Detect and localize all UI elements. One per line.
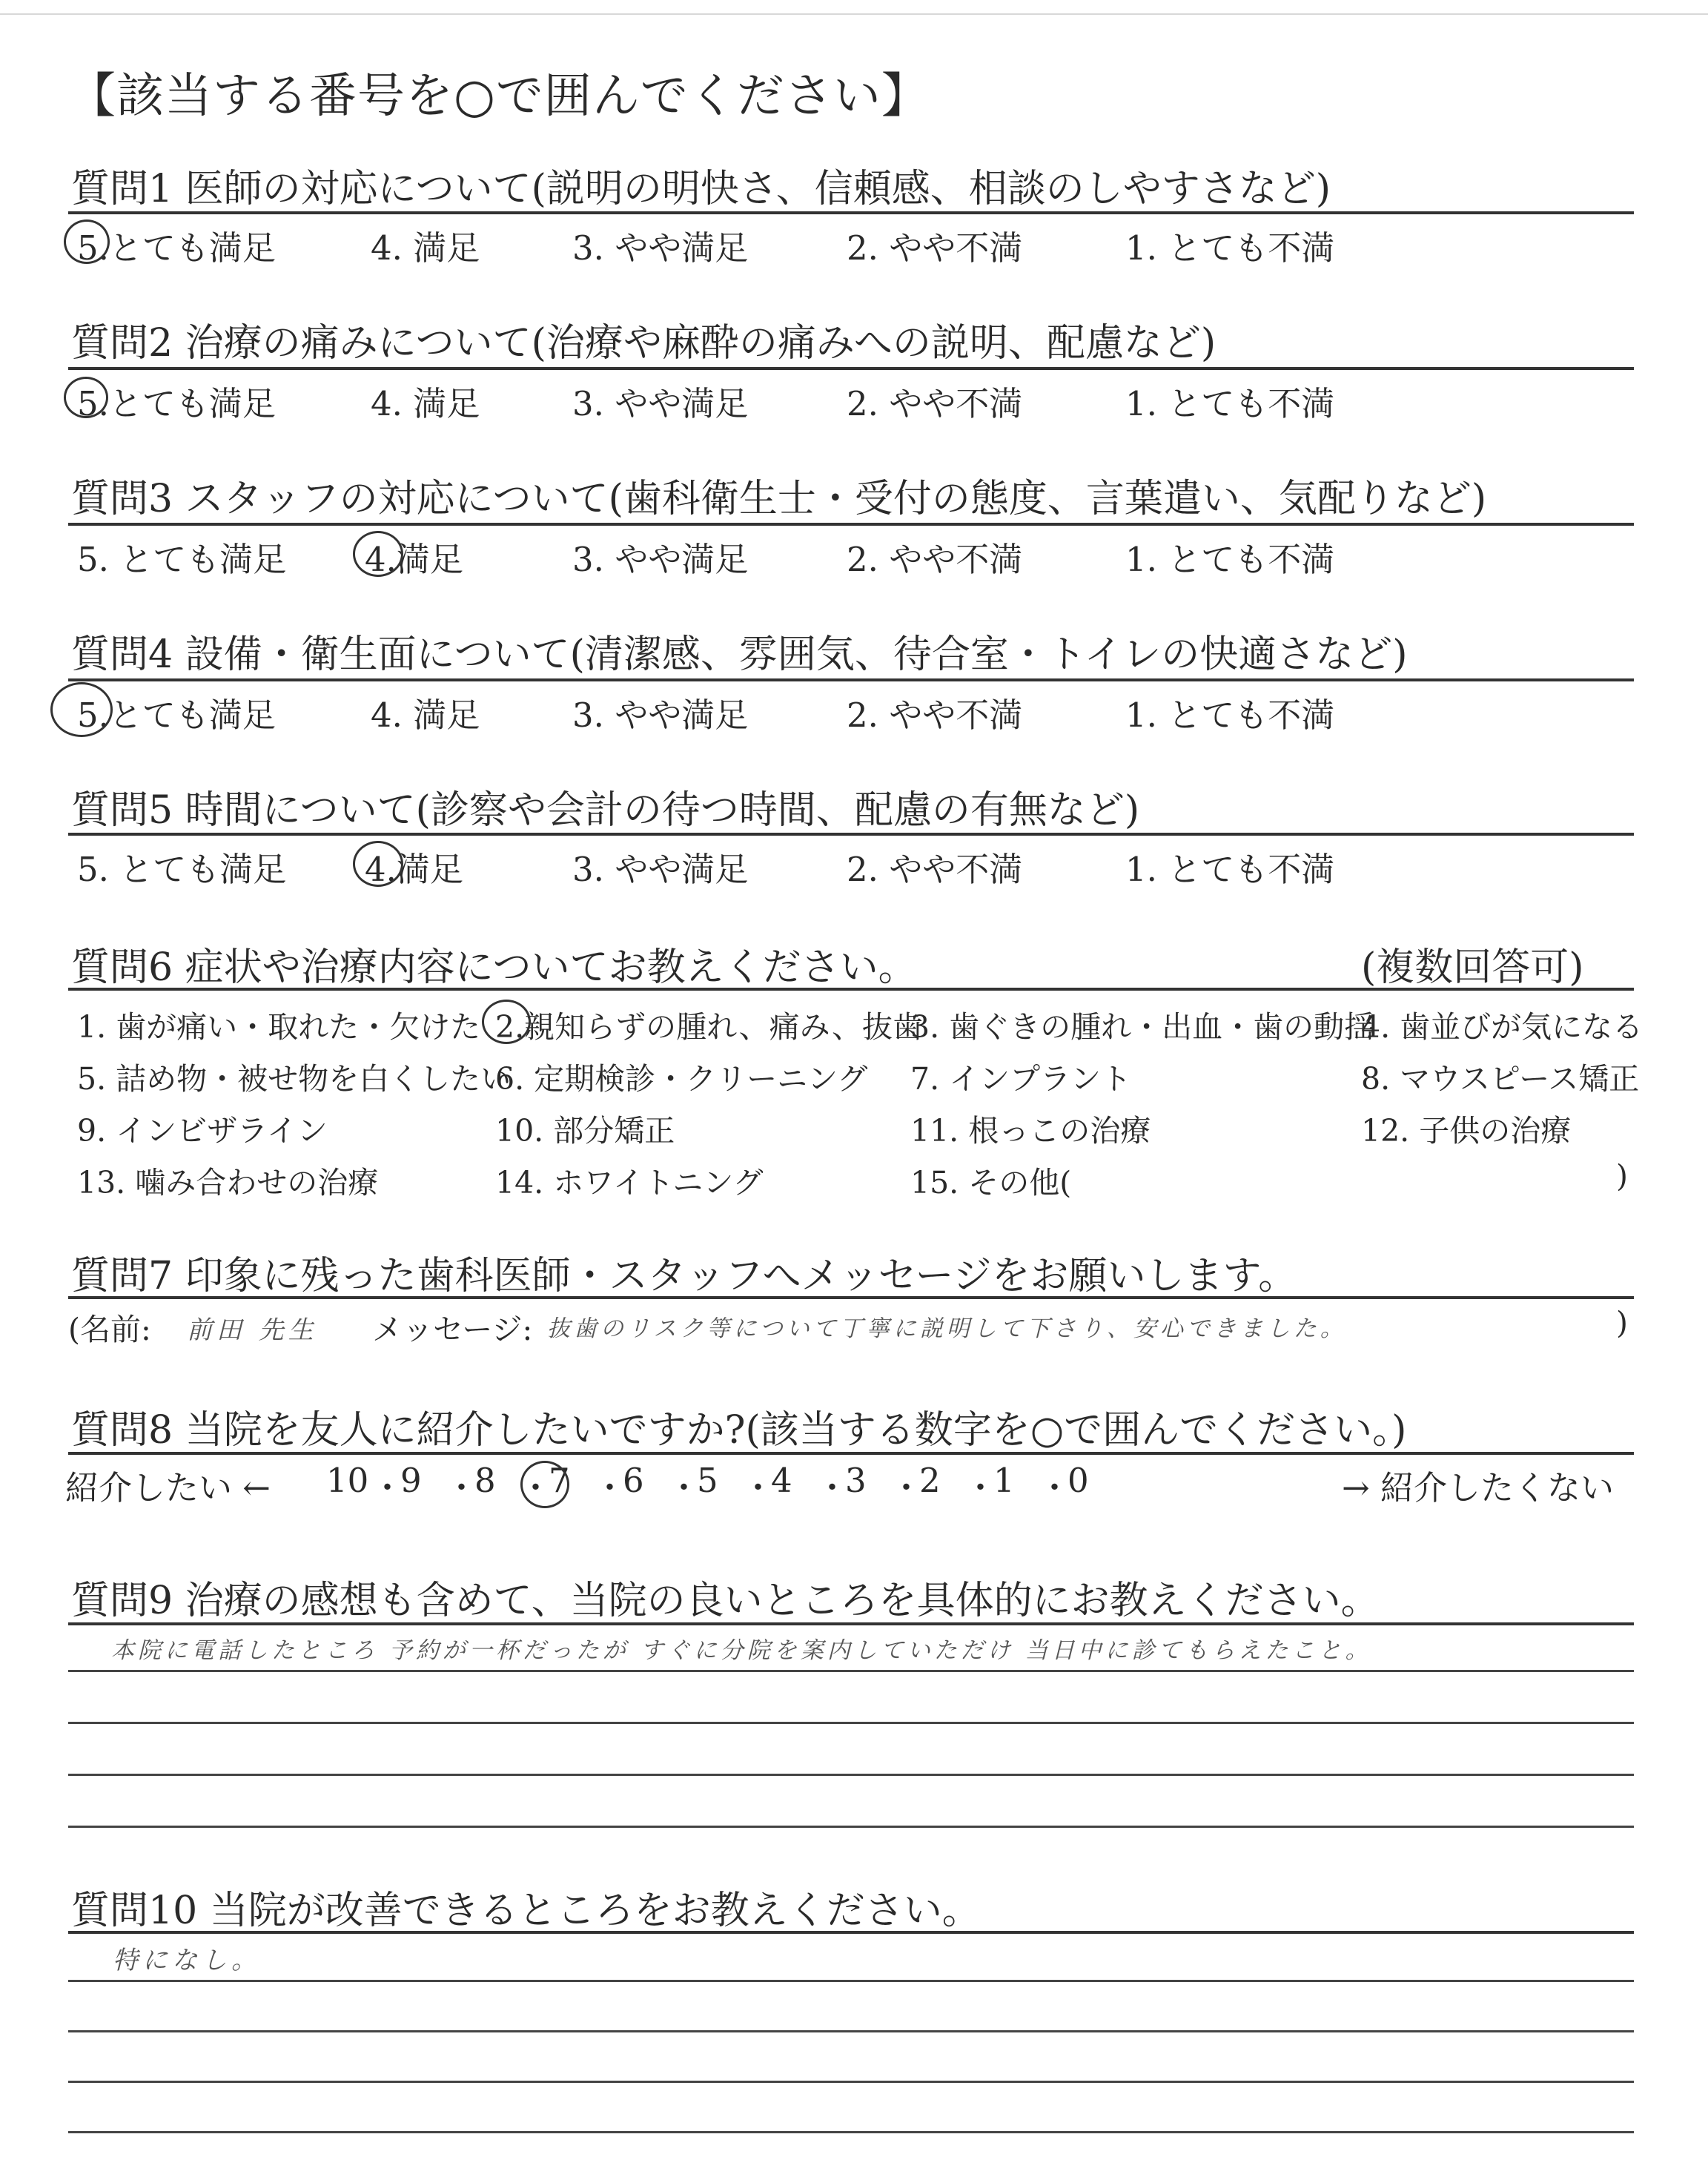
divider <box>68 833 1634 836</box>
q5-option-3[interactable]: 3. やや満足 <box>572 850 749 889</box>
question-3-label: 質問3 スタッフの対応について(歯科衛生士・受付の態度、言葉遣い、気配りなど) <box>71 477 1487 521</box>
q6-item-2[interactable]: 2.親知らずの腫れ、痛み、抜歯 <box>495 1009 924 1045</box>
q5-option-4[interactable]: 4.満足 <box>365 850 463 889</box>
message-label: メッセージ: <box>372 1312 533 1347</box>
answer-line <box>68 1826 1634 1828</box>
answer-line <box>68 1670 1634 1672</box>
question-8-label: 質問8 当院を友人に紹介したいですか?(該当する数字を○で囲んでください。) <box>71 1408 1407 1453</box>
q4-option-5[interactable]: 5.とても満足 <box>77 696 276 735</box>
q6-item-6[interactable]: 6. 定期検診・クリーニング <box>495 1061 868 1097</box>
scale-value-1[interactable]: 1 <box>993 1461 1015 1500</box>
q6-item-13[interactable]: 13. 噛み合わせの治療 <box>77 1165 379 1200</box>
selection-circle <box>64 219 110 264</box>
selection-circle <box>353 531 403 577</box>
q2-option-5[interactable]: 5.とても満足 <box>77 384 276 423</box>
name-label: (名前: <box>68 1312 151 1347</box>
q6-item-3[interactable]: 3. 歯ぐきの腫れ・出血・歯の動揺 <box>910 1009 1375 1045</box>
scale-value-10[interactable]: 10 <box>326 1461 369 1500</box>
q3-option-5[interactable]: 5. とても満足 <box>77 540 287 579</box>
q6-item-4[interactable]: 4. 歯並びが気になる <box>1361 1009 1644 1045</box>
question-10-label: 質問10 当院が改善できるところをお教えください。 <box>71 1889 981 1933</box>
scale-separator: ・ <box>371 1468 405 1507</box>
name-value[interactable]: 前田 先生 <box>187 1315 318 1345</box>
question-1-label: 質問1 医師の対応について(説明の明快さ、信頼感、相談のしやすさなど) <box>71 167 1331 211</box>
answer-line <box>68 2131 1634 2133</box>
q4-option-3[interactable]: 3. やや満足 <box>572 696 749 735</box>
message-close-paren: ) <box>1616 1305 1628 1341</box>
scale-value-5[interactable]: 5 <box>697 1461 718 1500</box>
q6-item-12[interactable]: 12. 子供の治療 <box>1361 1113 1572 1149</box>
scale-separator: ・ <box>890 1468 924 1507</box>
q6-item-1[interactable]: 1. 歯が痛い・取れた・欠けた <box>77 1009 481 1045</box>
multiple-answers-note: (複数回答可) <box>1361 945 1584 990</box>
q6-item-10[interactable]: 10. 部分矯正 <box>495 1113 675 1149</box>
divider <box>68 1622 1634 1625</box>
other-close-paren: ) <box>1616 1158 1628 1194</box>
scale-value-0[interactable]: 0 <box>1068 1461 1089 1500</box>
q2-option-1[interactable]: 1. とても不満 <box>1125 384 1335 423</box>
q4-option-1[interactable]: 1. とても不満 <box>1125 696 1335 735</box>
divider <box>68 211 1634 214</box>
q5-option-2[interactable]: 2. やや不満 <box>847 850 1023 889</box>
divider <box>68 1931 1634 1934</box>
divider <box>68 367 1634 370</box>
q1-option-1[interactable]: 1. とても不満 <box>1125 228 1335 268</box>
scale-value-9[interactable]: 9 <box>400 1461 422 1500</box>
q5-option-5[interactable]: 5. とても満足 <box>77 850 287 889</box>
scale-separator: ・ <box>741 1468 775 1507</box>
selection-circle <box>482 1000 531 1044</box>
q1-option-3[interactable]: 3. やや満足 <box>572 228 749 268</box>
q2-option-3[interactable]: 3. やや満足 <box>572 384 749 423</box>
message-value[interactable]: 抜歯のリスク等について丁寧に説明して下さり、安心できました。 <box>547 1315 1347 1342</box>
answer-line <box>68 1774 1634 1776</box>
q3-option-1[interactable]: 1. とても不満 <box>1125 540 1335 579</box>
q6-item-14[interactable]: 14. ホワイトニング <box>495 1165 764 1200</box>
q2-option-2[interactable]: 2. やや不満 <box>847 384 1023 423</box>
q6-item-9[interactable]: 9. インビザライン <box>77 1113 328 1149</box>
question-9-label: 質問9 治療の感想も含めて、当院の良いところを具体的にお教えください。 <box>71 1579 1380 1623</box>
divider <box>68 1296 1634 1299</box>
divider <box>68 678 1634 681</box>
question-4-label: 質問4 設備・衛生面について(清潔感、雰囲気、待合室・トイレの快適さなど) <box>71 633 1408 677</box>
q9-answer[interactable]: 本院に電話したところ 予約が一杯だったが すぐに分院を案内していただけ 当日中に診てもらえたこと。 <box>111 1637 1372 1664</box>
scale-value-6[interactable]: 6 <box>623 1461 644 1500</box>
q6-item-15[interactable]: 15. その他( <box>910 1165 1072 1200</box>
selection-circle <box>520 1461 569 1508</box>
q6-item-5[interactable]: 5. 詰め物・被せ物を白くしたい <box>77 1061 512 1097</box>
scale-separator: ・ <box>1038 1468 1072 1507</box>
scale-value-4[interactable]: 4 <box>771 1461 792 1500</box>
q3-option-3[interactable]: 3. やや満足 <box>572 540 749 579</box>
q6-item-8[interactable]: 8. マウスピース矯正 <box>1361 1061 1640 1097</box>
q10-answer[interactable]: 特になし。 <box>113 1946 261 1975</box>
scale-value-8[interactable]: 8 <box>474 1461 496 1500</box>
question-6-label: 質問6 症状や治療内容についてお教えください。 <box>71 945 917 990</box>
q1-option-2[interactable]: 2. やや不満 <box>847 228 1023 268</box>
selection-circle <box>353 841 403 887</box>
q6-item-7[interactable]: 7. インプラント <box>910 1061 1132 1097</box>
scale-separator: ・ <box>815 1468 850 1507</box>
answer-line <box>68 1980 1634 1982</box>
scale-separator: ・ <box>667 1468 701 1507</box>
scale-separator: ・ <box>445 1468 479 1507</box>
recommend-left-label: 紹介したい ← <box>65 1468 271 1507</box>
q1-option-5[interactable]: 5.とても満足 <box>77 228 276 268</box>
answer-line <box>68 1722 1634 1724</box>
scale-separator: ・ <box>519 1468 553 1507</box>
selection-circle <box>64 377 108 418</box>
scale-value-7[interactable]: 7 <box>549 1461 570 1500</box>
divider <box>68 1452 1634 1455</box>
q2-option-4[interactable]: 4. 満足 <box>371 384 480 423</box>
q1-option-4[interactable]: 4. 満足 <box>371 228 480 268</box>
q6-item-11[interactable]: 11. 根っこの治療 <box>910 1113 1151 1149</box>
page-title: 【該当する番号を○で囲んでください】 <box>68 69 930 124</box>
scale-separator: ・ <box>593 1468 627 1507</box>
question-7-label: 質問7 印象に残った歯科医師・スタッフへメッセージをお願いします。 <box>71 1254 1297 1298</box>
scale-value-2[interactable]: 2 <box>919 1461 941 1500</box>
question-5-label: 質問5 時間について(診察や会計の待つ時間、配慮の有無など) <box>71 788 1140 833</box>
q5-option-1[interactable]: 1. とても不満 <box>1125 850 1335 889</box>
scale-value-3[interactable]: 3 <box>845 1461 867 1500</box>
question-2-label: 質問2 治療の痛みについて(治療や麻酔の痛みへの説明、配慮など) <box>71 321 1217 366</box>
divider <box>68 523 1634 526</box>
q4-option-2[interactable]: 2. やや不満 <box>847 696 1023 735</box>
q3-option-4[interactable]: 4.満足 <box>365 540 463 579</box>
answer-line <box>68 2081 1634 2083</box>
selection-circle <box>50 682 113 737</box>
divider <box>68 988 1634 991</box>
answer-line <box>68 2030 1634 2032</box>
scale-separator: ・ <box>964 1468 998 1507</box>
q4-option-4[interactable]: 4. 満足 <box>371 696 480 735</box>
scan-edge <box>0 13 1708 15</box>
q3-option-2[interactable]: 2. やや不満 <box>847 540 1023 579</box>
recommend-right-label: → 紹介したくない <box>1342 1468 1615 1507</box>
